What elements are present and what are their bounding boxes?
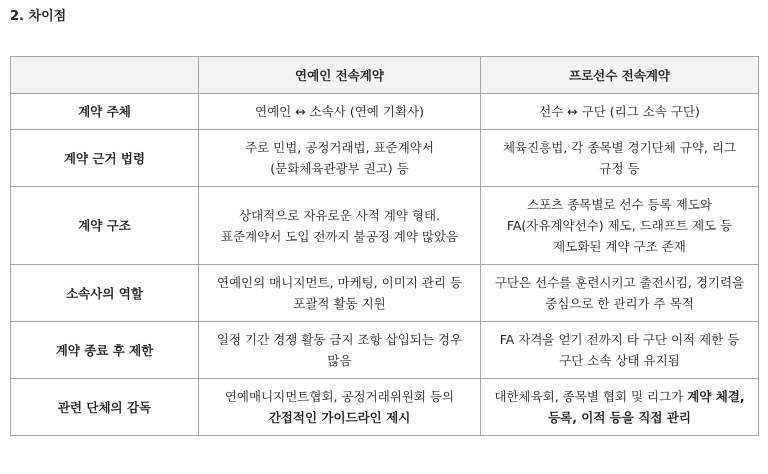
entertainer-cell: 상대적으로 자유로운 사적 계약 형태. 표준계약서 도입 전까지 불공정 계약 많았음 xyxy=(199,187,481,265)
header-athlete-contract: 프로선수 전속계약 xyxy=(481,57,759,94)
athlete-cell-emphasis: 계약 체결, 등록, 이적 등을 직접 관리 xyxy=(548,389,745,425)
row-label: 계약 주체 xyxy=(11,94,199,130)
row-label: 계약 종료 후 제한 xyxy=(11,322,199,379)
section-heading: 2. 차이점 xyxy=(10,9,67,24)
entertainer-cell-text: 연예매니지먼트협회, 공정거래위원회 등의 xyxy=(224,389,455,404)
table-row xyxy=(11,187,759,265)
row-label: 계약 근거 법령 xyxy=(11,130,199,187)
row-label: 소속사의 역할 xyxy=(11,265,199,322)
athlete-cell: 구단은 선수를 훈련시키고 출전시킴, 경기력을 중심으로 한 관리가 주 목적 xyxy=(481,265,759,322)
entertainer-cell: 연예인의 매니지먼트, 마케팅, 이미지 관리 등 포괄적 활동 지원 xyxy=(199,265,481,322)
row-label: 계약 구조 xyxy=(11,187,199,265)
athlete-cell xyxy=(481,379,759,436)
table-row xyxy=(11,265,759,322)
table-header-row xyxy=(11,57,759,94)
header-corner-cell xyxy=(11,57,199,94)
athlete-cell: 선수 ↔ 구단 (리그 소속 구단) xyxy=(481,94,759,130)
entertainer-cell: 주로 민법, 공정거래법, 표준계약서 (문화체육관광부 권고) 등 xyxy=(199,130,481,187)
comparison-table xyxy=(10,56,759,436)
table-row xyxy=(11,94,759,130)
table-row xyxy=(11,379,759,436)
table-row xyxy=(11,322,759,379)
row-label: 관련 단체의 감독 xyxy=(11,379,199,436)
athlete-cell-text: 대한체육회, 종목별 협회 및 리그가 xyxy=(494,389,688,404)
athlete-cell: FA 자격을 얻기 전까지 타 구단 이적 제한 등 구단 소속 상태 유지됨 xyxy=(481,322,759,379)
athlete-cell: 체육진흥법, 각 종목별 경기단체 규약, 리그 규정 등 xyxy=(481,130,759,187)
entertainer-cell-emphasis: 간접적인 가이드라인 제시 xyxy=(268,410,411,425)
athlete-cell: 스포츠 종목별로 선수 등록 제도와 FA(자유계약선수) 제도, 드래프트 제도 등 제도화된 계약 구조 존재 xyxy=(481,187,759,265)
header-entertainer-contract: 연예인 전속계약 xyxy=(199,57,481,94)
entertainer-cell: 연예인 ↔ 소속사 (연예 기획사) xyxy=(199,94,481,130)
entertainer-cell: 일정 기간 경쟁 활동 금지 조항 삽입되는 경우 많음 xyxy=(199,322,481,379)
table-row xyxy=(11,130,759,187)
entertainer-cell xyxy=(199,379,481,436)
